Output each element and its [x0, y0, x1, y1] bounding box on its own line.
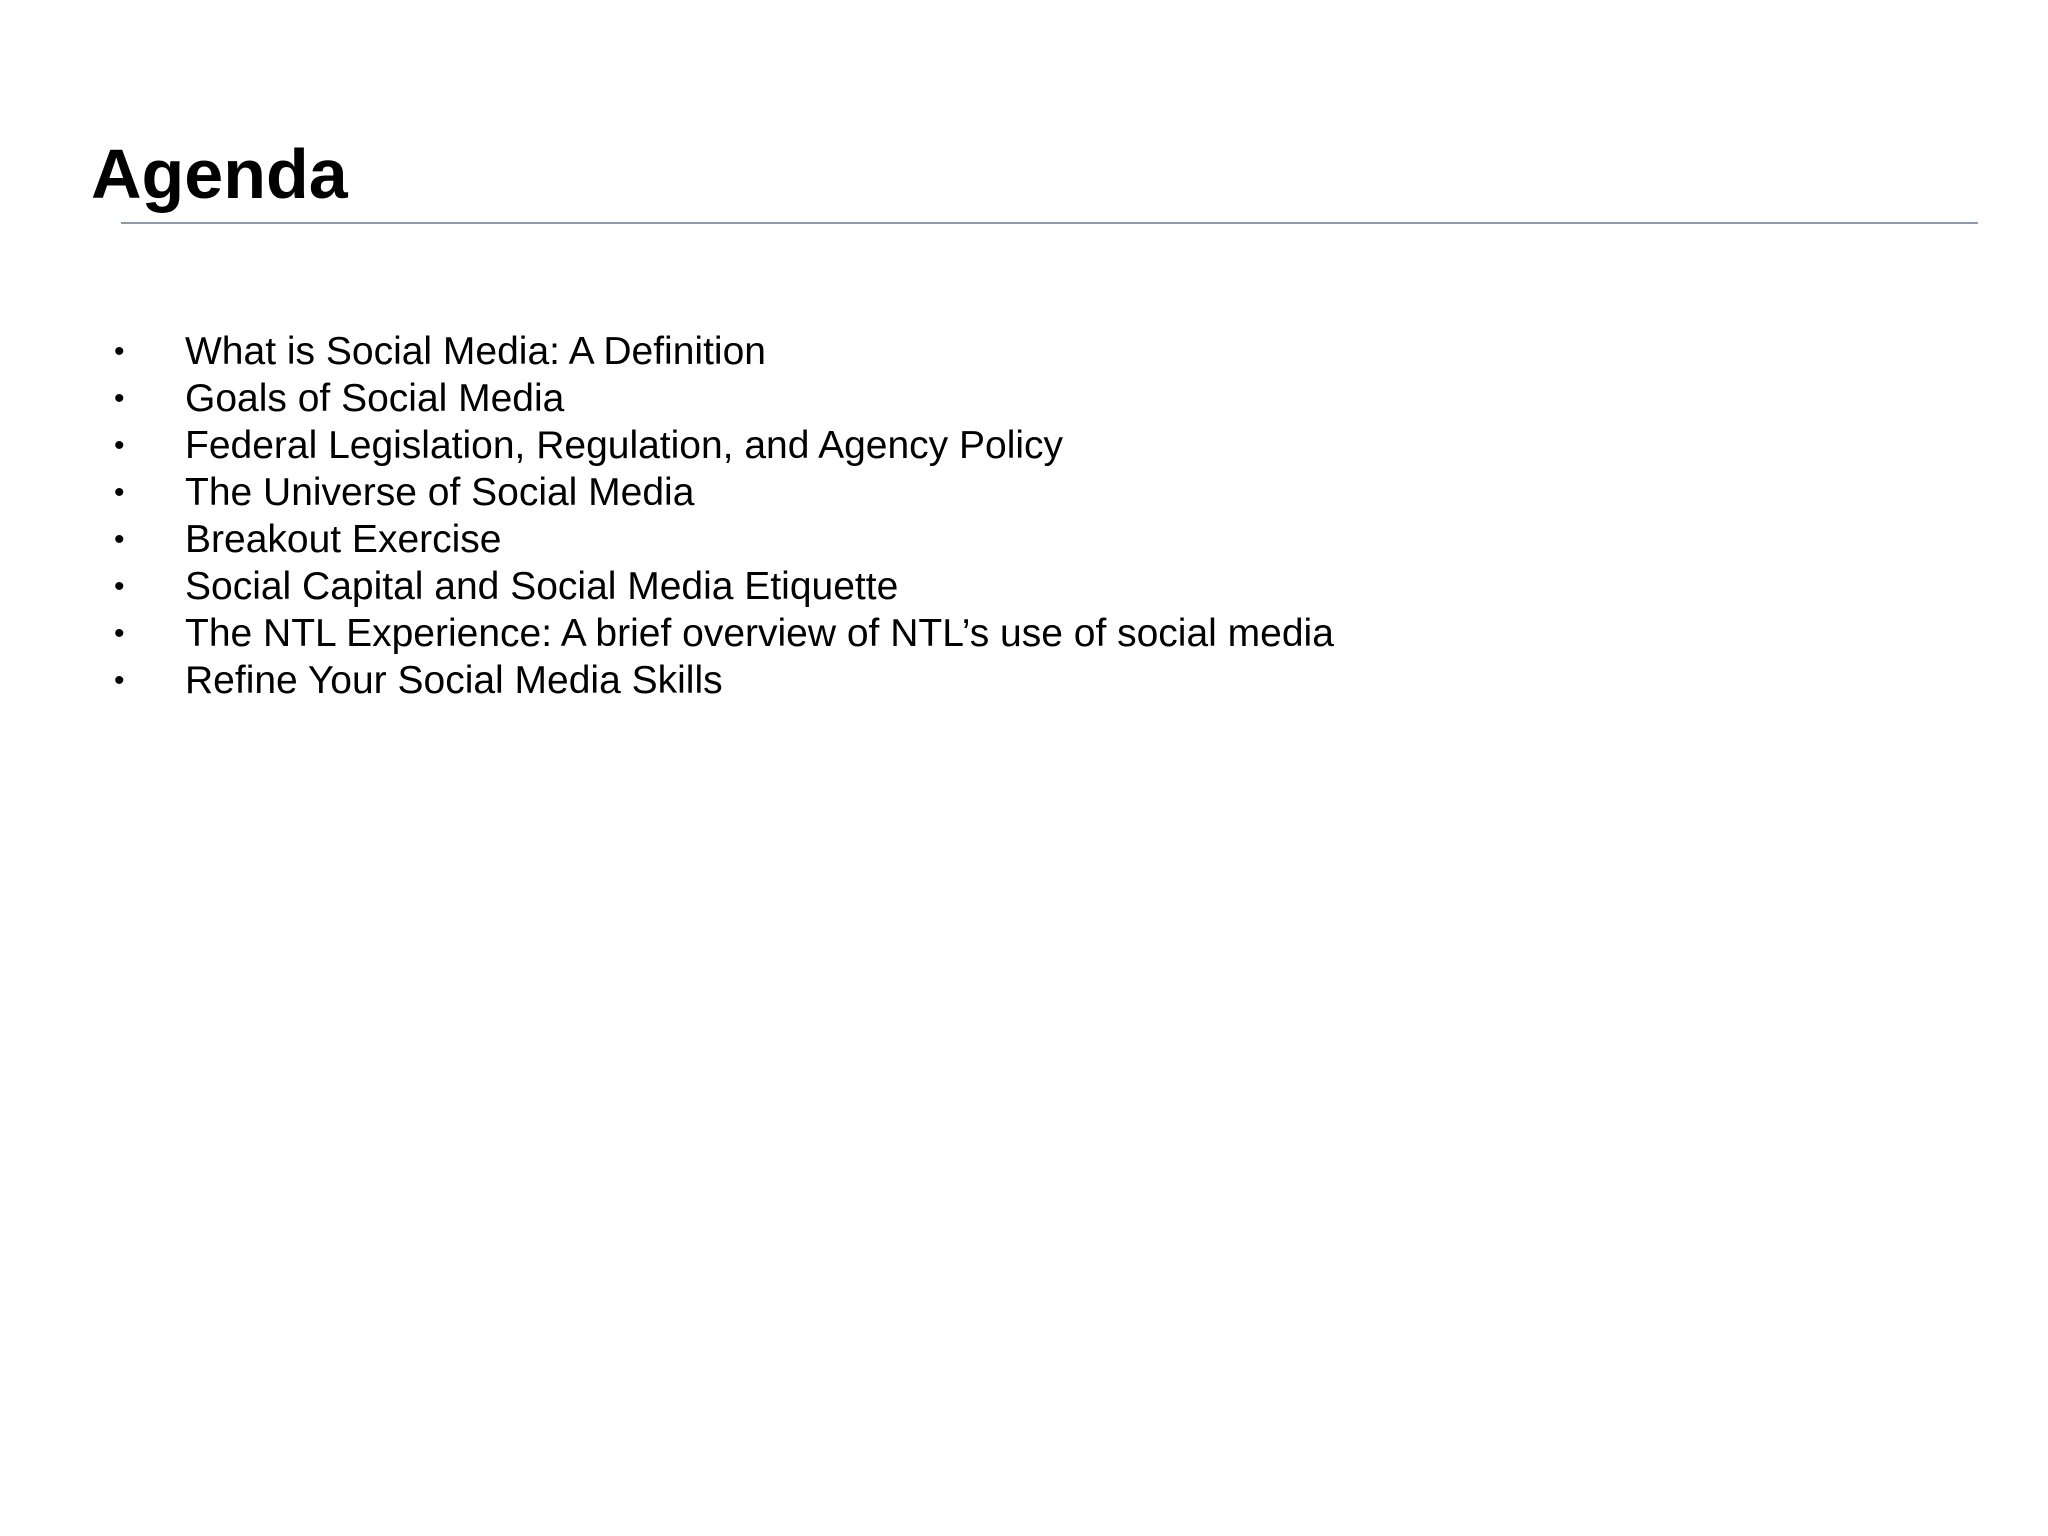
slide-title: Agenda: [91, 135, 348, 213]
bullet-icon: •: [114, 476, 125, 509]
bullet-icon: •: [114, 335, 125, 368]
agenda-item-text: Goals of Social Media: [185, 377, 565, 420]
agenda-item-text: The NTL Experience: A brief overview of NTL’s use of social media: [185, 612, 1334, 655]
agenda-item-text: Social Capital and Social Media Etiquette: [185, 565, 899, 608]
agenda-item-text: What is Social Media: A Definition: [185, 330, 766, 373]
title-divider: [121, 222, 1978, 224]
agenda-item-text: Breakout Exercise: [185, 518, 502, 561]
bullet-icon: •: [114, 382, 125, 415]
agenda-item-text: Federal Legislation, Regulation, and Agency Policy: [185, 424, 1064, 467]
agenda-item-text: The Universe of Social Media: [185, 471, 695, 514]
bullet-icon: •: [114, 570, 125, 603]
agenda-item-text: Refine Your Social Media Skills: [185, 659, 723, 702]
bullet-icon: •: [114, 429, 125, 462]
bullet-icon: •: [114, 523, 125, 556]
bullet-icon: •: [114, 664, 125, 697]
bullet-icon: •: [114, 617, 125, 650]
